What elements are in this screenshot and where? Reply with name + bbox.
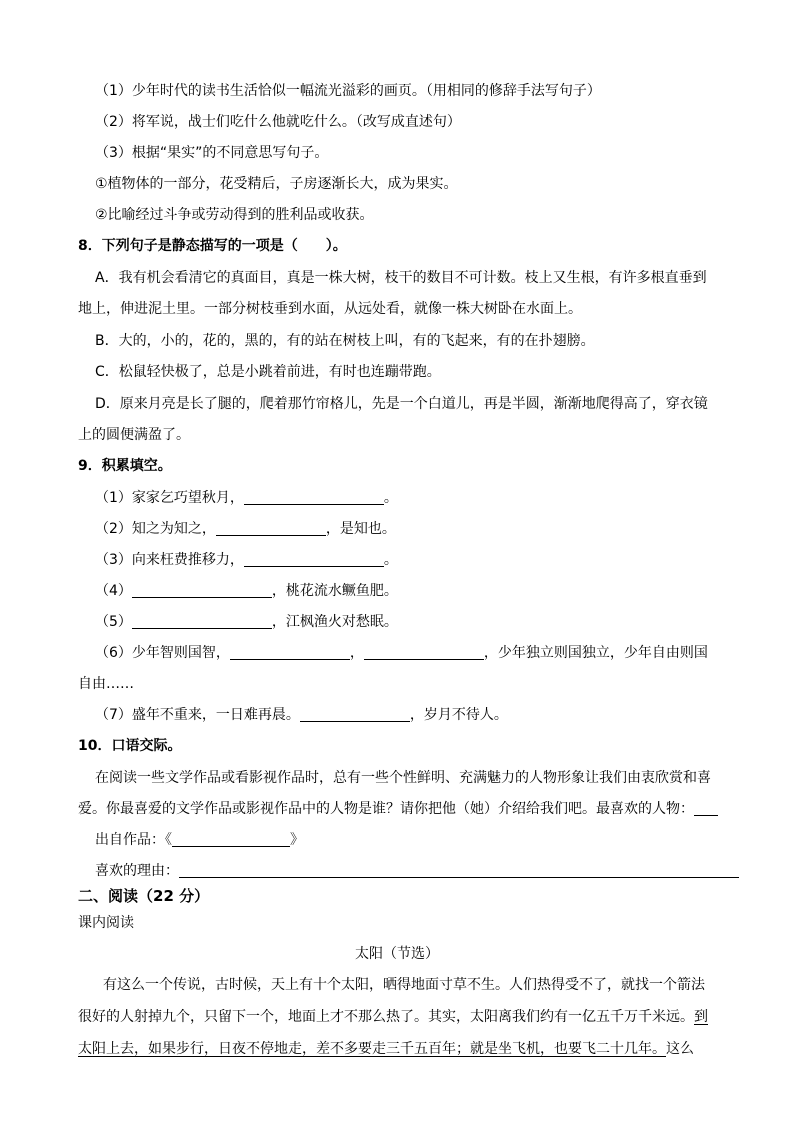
q8-option-d-line1: D．原来月亮是长了腿的，爬着那竹帘格儿，先是一个白道儿，再是半圆，渐渐地爬得高了，穿衣镜 bbox=[95, 396, 708, 412]
section-2-subtitle: 课内阅读 bbox=[78, 915, 134, 931]
passage-line-3-underlined: 太阳上去，如果步行，日夜不停地走，差不多要走三千五百年；就是坐飞机，也要飞二十几年。 bbox=[78, 1041, 666, 1057]
q9-item-3 bbox=[95, 550, 398, 570]
q9-item-4-suffix: ，桃花流水鳜鱼肥。 bbox=[271, 583, 398, 599]
answer-blank[interactable] bbox=[132, 614, 272, 629]
q9-item-7-suffix: ，岁月不待人。 bbox=[409, 707, 508, 723]
q9-item-5-prefix: （5） bbox=[95, 614, 132, 630]
q10-title: 10．口语交际。 bbox=[78, 738, 182, 754]
section-2-title: 二、阅读（22 分） bbox=[78, 887, 210, 905]
q7-sub-1: ①植物体的一部分，花受精后，子房逐渐长大，成为果实。 bbox=[95, 176, 458, 192]
passage-line-2 bbox=[78, 1007, 708, 1027]
q9-item-4-prefix: （4） bbox=[95, 583, 132, 599]
q9-item-1 bbox=[95, 488, 398, 508]
passage-line-2-text: 很好的人射掉九个，只留下一个，地面上才不那么热了。其实，太阳离我们约有一亿五千万千米远。 bbox=[78, 1009, 694, 1025]
q10-work-suffix: 》 bbox=[290, 832, 304, 848]
q9-item-1-suffix: 。 bbox=[383, 490, 398, 506]
q7-item-1: （1）少年时代的读书生活恰似一幅流光溢彩的画页。（用相同的修辞手法写句子） bbox=[95, 83, 601, 99]
passage-title: 太阳（节选） bbox=[355, 946, 439, 962]
q9-item-7 bbox=[95, 705, 508, 725]
q9-item-6-suffix: ，少年独立则国独立，少年自由则国 bbox=[483, 645, 708, 661]
q7-sub-2: ②比喻经过斗争或劳动得到的胜利品或收获。 bbox=[95, 207, 374, 223]
q7-item-3: （3）根据“果实”的不同意思写句子。 bbox=[95, 145, 329, 161]
q9-item-5-suffix: ，江枫渔火对愁眠。 bbox=[271, 614, 398, 630]
answer-blank[interactable] bbox=[132, 583, 272, 598]
answer-blank[interactable] bbox=[172, 832, 290, 847]
q7-item-2: （2）将军说，战士们吃什么他就吃什么。（改写成直述句） bbox=[95, 114, 461, 130]
q9-item-3-suffix: 。 bbox=[383, 552, 398, 568]
q10-work-prefix: 出自作品：《 bbox=[95, 832, 172, 848]
q8-option-b: B．大的，小的，花的，黑的，有的站在树枝上叫，有的飞起来，有的在扑翅膀。 bbox=[95, 333, 595, 349]
q10-paragraph-line1: 在阅读一些文学作品或看影视作品时，总有一些个性鲜明、充满魅力的人物形象让我们由衷欣赏和喜 bbox=[95, 770, 711, 786]
q8-option-a-line2: 地上，伸进泥土里。一部分树枝垂到水面，从远处看，就像一株大树卧在水面上。 bbox=[78, 301, 582, 317]
q9-item-5 bbox=[95, 612, 398, 632]
answer-blank[interactable] bbox=[244, 552, 384, 567]
answer-blank[interactable] bbox=[364, 645, 484, 660]
q9-item-6-prefix: （6）少年智则国智， bbox=[95, 645, 230, 661]
q8-option-a-line1: A．我有机会看清它的真面目，真是一株大树，枝干的数目不可计数。枝上又生根，有许多根直垂到 bbox=[95, 270, 707, 286]
q10-reason-field bbox=[95, 861, 739, 881]
q9-item-3-prefix: （3）向来枉费推移力， bbox=[95, 552, 244, 568]
q10-work-field bbox=[95, 830, 304, 850]
q9-item-6-line2: 自由…… bbox=[78, 676, 134, 692]
passage-line-3-text: 这么 bbox=[666, 1041, 694, 1057]
q10-paragraph-line2-text: 爱。你最喜爱的文学作品或影视作品中的人物是谁？请你把他（她）介绍给我们吧。最喜欢的人物： bbox=[78, 801, 694, 817]
q10-paragraph-line2 bbox=[78, 799, 718, 819]
q9-item-1-prefix: （1）家家乞巧望秋月， bbox=[95, 490, 244, 506]
q9-item-6 bbox=[95, 643, 708, 663]
answer-blank[interactable] bbox=[230, 645, 350, 660]
answer-blank[interactable] bbox=[216, 521, 326, 536]
q9-item-2 bbox=[95, 519, 396, 539]
q9-item-6-mid: ， bbox=[349, 645, 364, 661]
q8-title: 8．下列句子是静态描写的一项是（ ）。 bbox=[78, 238, 347, 254]
answer-blank[interactable] bbox=[694, 801, 718, 816]
q9-item-4 bbox=[95, 581, 398, 601]
answer-blank[interactable] bbox=[244, 490, 384, 505]
passage-line-1: 有这么一个传说，古时候，天上有十个太阳，晒得地面寸草不生。人们热得受不了，就找一个箭法 bbox=[103, 977, 705, 993]
answer-blank[interactable] bbox=[300, 707, 410, 722]
q9-title: 9．积累填空。 bbox=[78, 458, 172, 474]
q9-item-7-prefix: （7）盛年不重来，一日难再晨。 bbox=[95, 707, 300, 723]
q8-option-c: C．松鼠轻快极了，总是小跳着前进，有时也连蹦带跑。 bbox=[95, 364, 441, 380]
q10-reason-label: 喜欢的理由： bbox=[95, 863, 179, 879]
q8-option-d-line2: 上的圆便满盈了。 bbox=[78, 427, 190, 443]
q9-item-2-prefix: （2）知之为知之， bbox=[95, 521, 216, 537]
passage-line-2-underlined: 到 bbox=[694, 1009, 708, 1025]
answer-blank[interactable] bbox=[179, 863, 739, 878]
q9-item-2-suffix: ，是知也。 bbox=[325, 521, 396, 537]
passage-line-3 bbox=[78, 1039, 694, 1059]
